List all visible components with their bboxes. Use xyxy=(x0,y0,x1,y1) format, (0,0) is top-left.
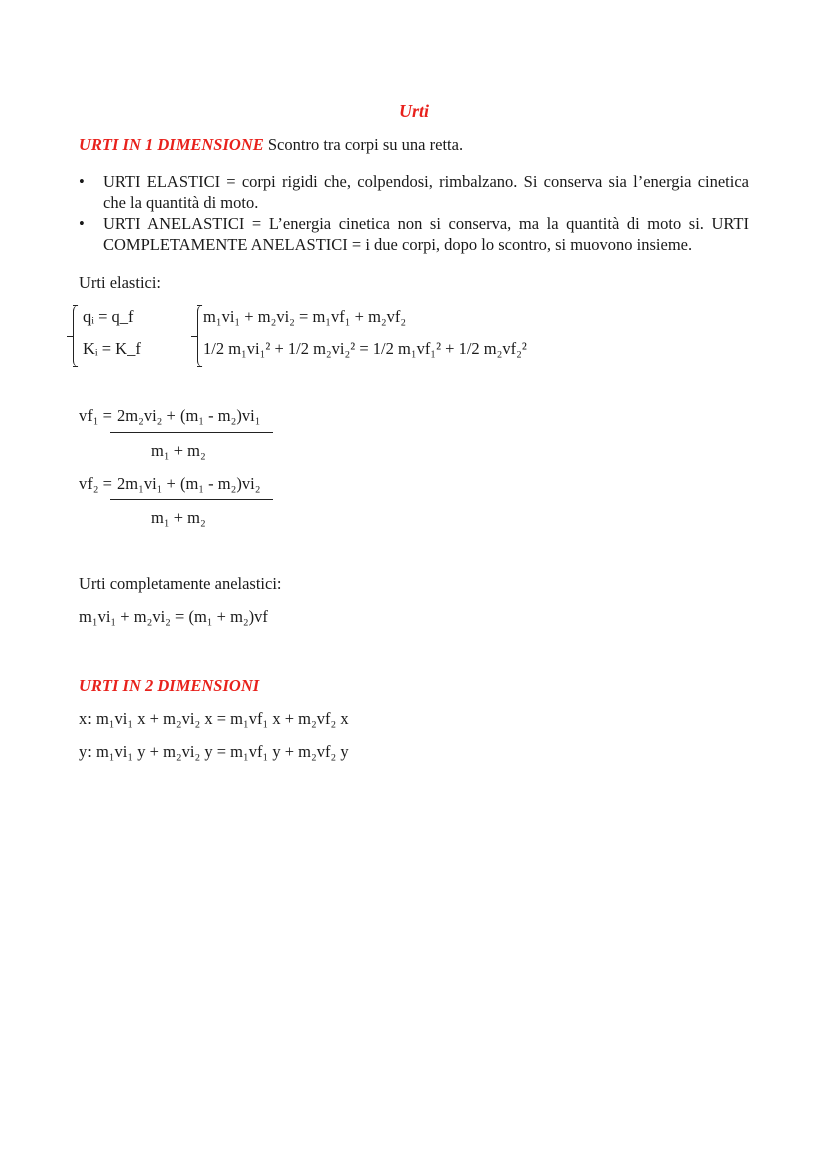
vf1-numerator: 2m₂vi₂ + (m₁ - m₂)vi₁ xyxy=(117,406,261,425)
section1-header xyxy=(79,135,463,156)
left-brace-icon xyxy=(73,305,82,367)
vf2-numerator: 2m₁vi₁ + (m₁ - m₂)vi₂ xyxy=(117,474,261,493)
vf2-fraction-line xyxy=(110,499,273,500)
bullet-dot-icon: • xyxy=(79,172,85,191)
elastic-label: Urti elastici: xyxy=(79,273,162,292)
section1-heading: URTI IN 1 DIMENSIONE xyxy=(79,135,264,154)
equation-x: x: m₁vi₁ x + m₂vi₂ x = m₁vf₁ x + m₂vf₂ x xyxy=(79,709,349,728)
vf2-denominator: m₁ + m₂ xyxy=(151,508,206,527)
bullet-text: URTI ELASTICI = corpi rigidi che, colpendosi, rimbalzano. Si conserva sia l’energia cinetica che la quantità di moto. xyxy=(103,172,749,212)
vf1-denominator: m₁ + m₂ xyxy=(151,441,206,460)
bullet-text: URTI ANELASTICI = L’energia cinetica non si conserva, ma la quantità di moto si. URTI COMPLETAMENTE ANELASTICI = i due corpi, dopo lo scontro, si muovono insieme. xyxy=(103,214,749,254)
section1-intro: Scontro tra corpi su una retta. xyxy=(263,135,464,154)
vf1-lhs: vf₁ = xyxy=(79,406,112,425)
system-left-1: qᵢ = q_f xyxy=(83,307,134,326)
system-right-1: m₁vi₁ + m₂vi₂ = m₁vf₁ + m₂vf₂ xyxy=(203,307,407,326)
system-right-2: 1/2 m₁vi₁² + 1/2 m₂vi₂² = 1/2 m₁vf₁² + 1/2 m₂vf₂² xyxy=(203,339,527,358)
list-item xyxy=(79,214,749,255)
inelastic-equation: m₁vi₁ + m₂vi₂ = (m₁ + m₂)vf xyxy=(79,607,268,626)
bullet-dot-icon: • xyxy=(79,214,85,234)
section2-heading: URTI IN 2 DIMENSIONI xyxy=(79,676,260,695)
list-item xyxy=(79,172,749,213)
system-left-2: Kᵢ = K_f xyxy=(83,339,141,358)
vf2-lhs: vf₂ = xyxy=(79,474,112,493)
equation-y: y: m₁vi₁ y + m₂vi₂ y = m₁vf₁ y + m₂vf₂ y xyxy=(79,742,349,761)
bullet-list xyxy=(79,172,749,257)
inelastic-label: Urti completamente anelastici: xyxy=(79,574,282,593)
page-title: Urti xyxy=(398,101,429,121)
vf1-fraction-line xyxy=(110,432,273,433)
